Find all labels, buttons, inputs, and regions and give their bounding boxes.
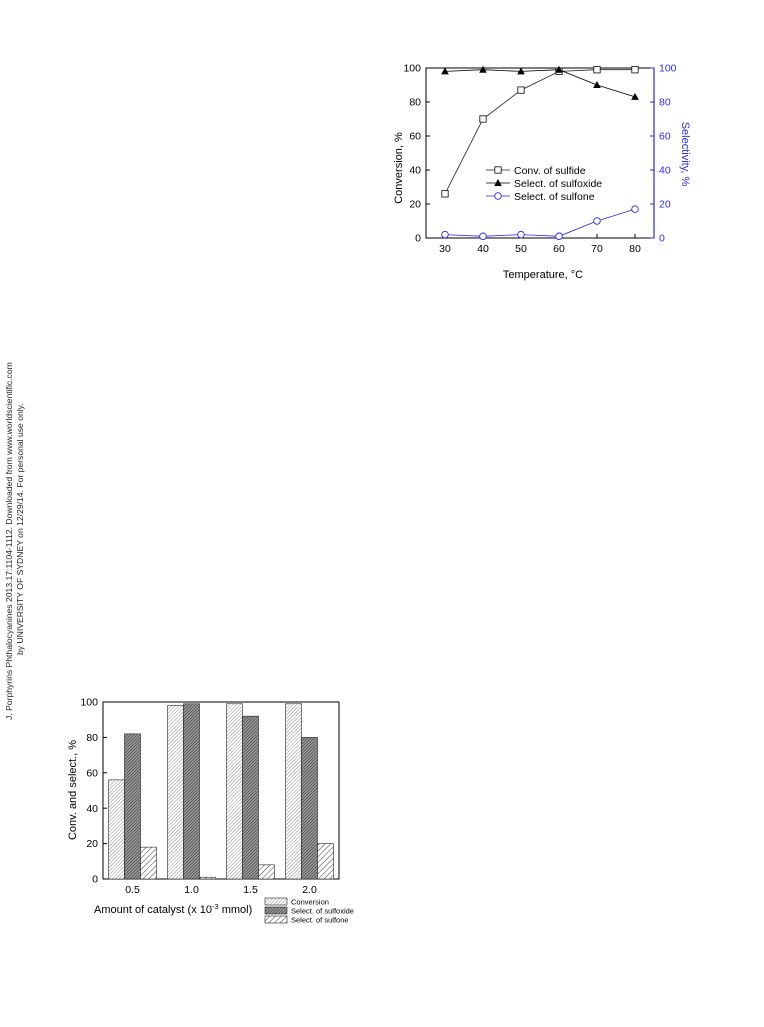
bar-0: [286, 704, 302, 879]
x-tick-label: 80: [629, 243, 641, 255]
x-tick-label: 50: [515, 243, 527, 255]
series-line-2: [445, 209, 635, 236]
catalyst-chart-xlabel-sup: -3: [212, 902, 219, 911]
temperature-chart-ylabel: Conversion, %: [393, 132, 405, 204]
bar-0: [168, 706, 184, 879]
bar-1: [184, 704, 200, 879]
x-tick-label: 40: [477, 243, 489, 255]
bar-1: [243, 716, 259, 879]
y2-tick-label: 80: [659, 96, 671, 109]
y-tick-label: 80: [86, 732, 98, 744]
legend-swatch-2: [265, 916, 287, 923]
y-tick-label: 20: [409, 198, 421, 211]
series-2-point: [594, 218, 601, 225]
y2-tick-label: 60: [659, 130, 671, 143]
series-2-point: [442, 231, 449, 238]
side-note-line2: by UNIVERSITY OF SYDNEY on 12/29/14. For personal use only.: [15, 403, 25, 655]
bar-0: [227, 704, 243, 879]
legend-marker-1: [494, 179, 502, 186]
series-2-point: [480, 233, 487, 240]
legend-label-1: Select. of sulfoxide: [291, 906, 354, 916]
x-tick-label: 2.0: [302, 884, 317, 896]
series-2-point: [556, 233, 563, 240]
series-0-point: [480, 116, 486, 122]
series-0-point: [442, 191, 448, 197]
bar-0: [109, 780, 125, 879]
temperature-plot-frame: [426, 68, 654, 238]
legend-marker-2: [495, 193, 502, 200]
temperature-chart-xlabel: Temperature, °C: [502, 269, 584, 281]
series-1-point: [593, 81, 601, 88]
catalyst-chart: [60, 690, 390, 940]
legend-label-2: Select. of sulfone: [514, 190, 595, 203]
y-tick-label: 0: [415, 232, 421, 245]
temperature-chart-y2label: Selectivity, %: [679, 121, 691, 187]
y-tick-label: 20: [86, 838, 98, 851]
y-tick-label: 80: [409, 96, 421, 109]
legend-swatch-1: [265, 907, 287, 914]
y-tick-label: 60: [409, 130, 421, 143]
legend-label-0: Conversion: [291, 897, 329, 907]
legend-swatch-0: [265, 898, 287, 905]
y2-tick-label: 100: [659, 62, 677, 75]
y-tick-label: 0: [92, 873, 98, 886]
series-0-point: [518, 87, 524, 93]
x-tick-label: 70: [591, 243, 603, 255]
y2-tick-label: 20: [659, 198, 671, 211]
temperature-chart: [385, 58, 715, 288]
y-tick-label: 100: [80, 696, 98, 709]
bar-2: [141, 847, 157, 879]
legend-label-1: Select. of sulfoxide: [514, 177, 603, 190]
x-tick-label: 30: [439, 243, 451, 255]
bar-2: [200, 877, 216, 879]
series-0-point: [632, 67, 638, 73]
x-tick-label: 60: [553, 243, 565, 255]
catalyst-legend: [265, 898, 354, 925]
legend-marker-0: [495, 167, 501, 173]
side-note-line1: J. Porphyrins Phthalocyanines 2013.17:1104-1112. Downloaded from www.worldscientific.com: [4, 362, 14, 720]
series-line-1: [445, 70, 635, 97]
series-2-point: [518, 231, 525, 238]
series-2-point: [632, 206, 639, 213]
catalyst-chart-xlabel-tail: mmol): [218, 904, 253, 916]
catalyst-plot-area: [80, 697, 339, 896]
series-0-point: [594, 67, 600, 73]
bar-2: [318, 844, 334, 879]
y-tick-label: 60: [86, 767, 98, 780]
y2-tick-label: 0: [659, 232, 665, 245]
legend-label-0: Conv. of sulfide: [514, 164, 586, 177]
temperature-plot-area: [403, 63, 676, 255]
y2-tick-label: 40: [659, 164, 671, 177]
bar-1: [125, 734, 141, 879]
y-tick-label: 40: [86, 802, 98, 815]
catalyst-chart-ylabel: Conv. and select., %: [67, 739, 79, 841]
bar-2: [259, 865, 275, 879]
y-tick-label: 100: [403, 62, 421, 75]
y-tick-label: 40: [409, 164, 421, 177]
x-tick-label: 1.5: [243, 884, 258, 896]
catalyst-chart-xlabel-main: Amount of catalyst (x 10: [94, 904, 212, 916]
x-tick-label: 1.0: [184, 884, 199, 896]
bar-1: [302, 737, 318, 879]
x-tick-label: 0.5: [125, 884, 140, 896]
series-1-point: [479, 66, 487, 73]
legend-label-2: Select. of sulfone: [291, 915, 349, 925]
catalyst-chart-xlabel: [94, 902, 252, 916]
